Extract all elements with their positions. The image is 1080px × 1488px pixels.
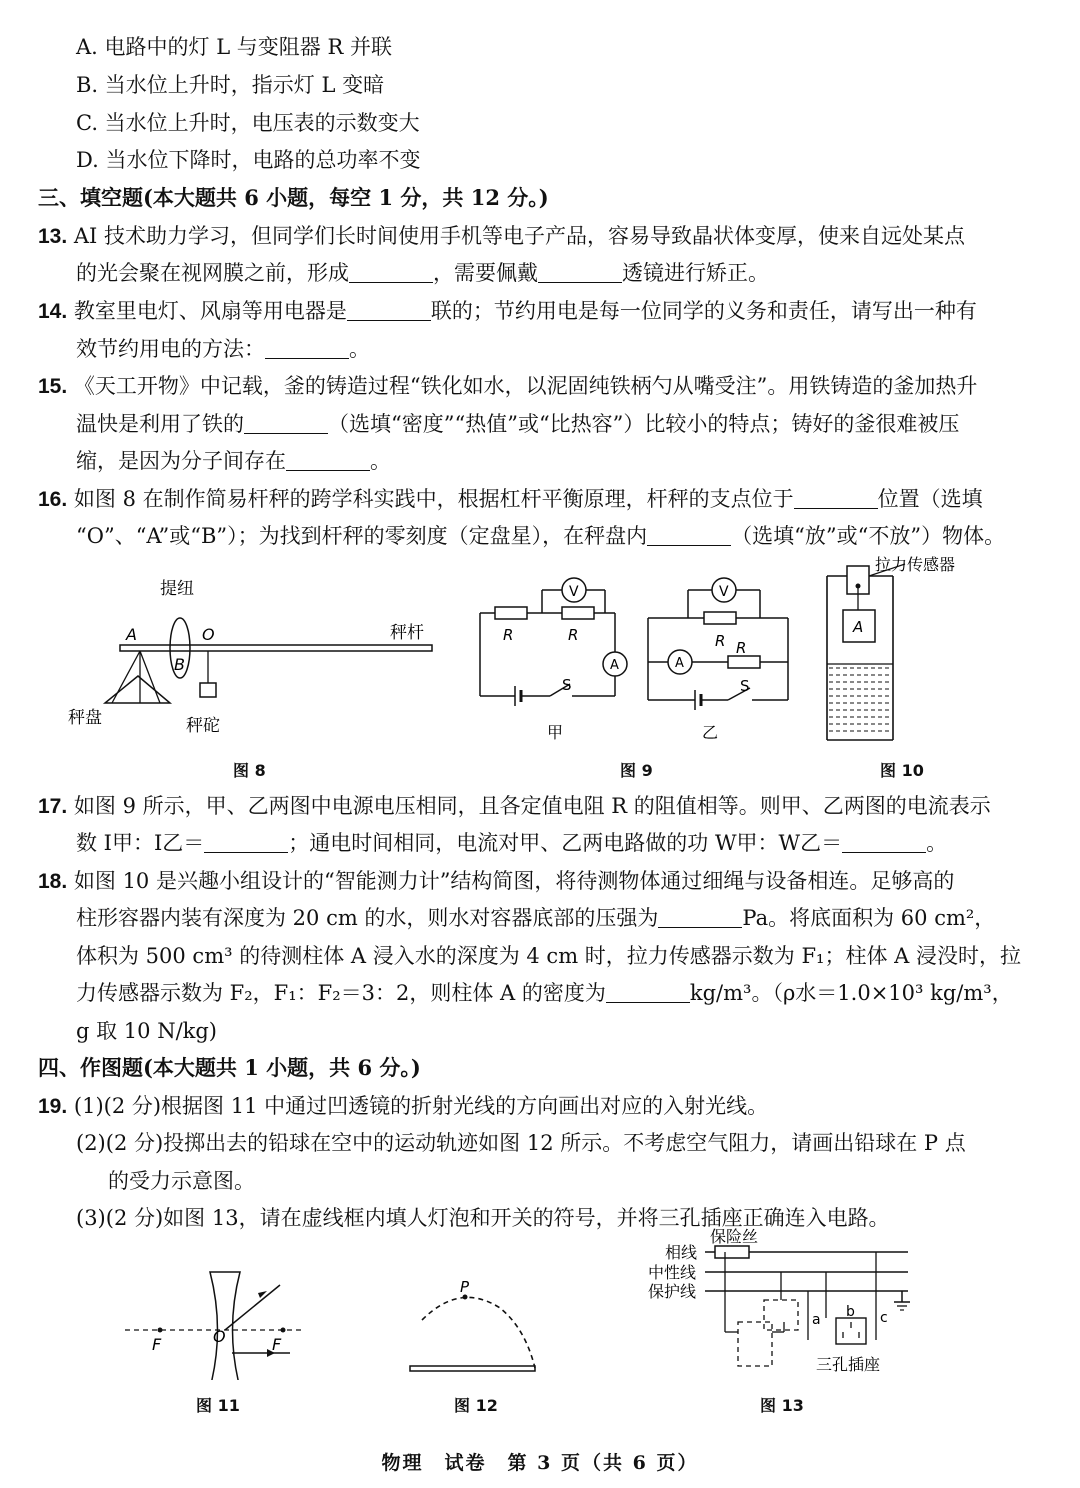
answer-blank[interactable] bbox=[244, 413, 328, 434]
dashed-box-switch bbox=[738, 1322, 772, 1366]
question-15 bbox=[38, 371, 977, 402]
question-14 bbox=[38, 296, 977, 327]
question-19-part3: (3)(2 分)如图 13，请在虚线框内填人灯泡和开关的符号，并将三孔插座正确连入电路。 bbox=[76, 1206, 890, 1230]
text: 缩，是因为分子间存在 bbox=[76, 449, 286, 473]
figure-11-caption: 图 11 bbox=[196, 1396, 240, 1415]
figure-9-circuits bbox=[470, 568, 800, 748]
label-f-right: F bbox=[272, 1335, 282, 1354]
text: 温快是利用了铁的 bbox=[76, 412, 244, 436]
question-number: 16. bbox=[38, 488, 68, 511]
label-tiniu: 提纽 bbox=[160, 579, 194, 599]
question-18 bbox=[38, 866, 954, 897]
three-hole-socket bbox=[836, 1318, 866, 1344]
question-18-line5: g 取 10 N/kg) bbox=[76, 1019, 218, 1043]
text: 柱形容器内装有深度为 20 cm 的水，则水对容器底部的压强为 bbox=[76, 906, 659, 930]
trajectory bbox=[422, 1297, 535, 1368]
label-neutral: 中性线 bbox=[648, 1263, 697, 1282]
label-fuse: 保险丝 bbox=[710, 1227, 759, 1246]
figure-8-steelyard bbox=[60, 568, 450, 748]
question-15-line3 bbox=[76, 446, 391, 476]
answer-blank[interactable] bbox=[347, 300, 431, 321]
text: 效节约用电的方法： bbox=[76, 337, 265, 361]
question-17 bbox=[38, 791, 991, 822]
label-f-left: F bbox=[152, 1335, 162, 1354]
figure-10-force-meter bbox=[815, 548, 1015, 748]
answer-blank[interactable] bbox=[349, 262, 433, 283]
figure-13-caption: 图 13 bbox=[760, 1396, 804, 1415]
text: （选填“放”或“不放”）物体。 bbox=[731, 524, 1006, 548]
label-r: R bbox=[715, 632, 726, 650]
text: “O”、“A”或“B”）；为找到杆秤的零刻度（定盘星），在秤盘内 bbox=[76, 524, 648, 548]
text: 。 bbox=[926, 831, 948, 855]
label-o: O bbox=[213, 1327, 226, 1346]
question-text: (1)(2 分)根据图 11 中通过凹透镜的折射光线的方向画出对应的入射光线。 bbox=[73, 1094, 769, 1118]
switch-label: S bbox=[740, 677, 750, 695]
label-sensor: 拉力传感器 bbox=[875, 555, 956, 574]
answer-blank[interactable] bbox=[204, 832, 288, 853]
question-18-line4 bbox=[76, 978, 1013, 1008]
label-a: A bbox=[126, 625, 137, 644]
text: 数 I甲：I乙＝ bbox=[76, 831, 205, 855]
label-c: c bbox=[880, 1310, 888, 1326]
option-b: B. 当水位上升时，指示灯 L 变暗 bbox=[76, 73, 385, 97]
water bbox=[829, 668, 891, 731]
label-live: 相线 bbox=[665, 1243, 698, 1262]
text: ；通电时间相同，电流对甲、乙两电路做的功 W甲：W乙＝ bbox=[288, 831, 843, 855]
lens bbox=[210, 1272, 240, 1380]
option-a: A. 电路中的灯 L 与变阻器 R 并联 bbox=[76, 35, 392, 59]
option-d: D. 当水位下降时，电路的总功率不变 bbox=[76, 148, 421, 172]
ground bbox=[410, 1366, 535, 1371]
answer-blank[interactable] bbox=[538, 262, 622, 283]
question-19-part2: (2)(2 分)投掷出去的铅球在空中的运动轨迹如图 12 所示。不考虑空气阻力，请画出铅球在 P 点 bbox=[76, 1131, 966, 1155]
voltmeter-label: V bbox=[719, 584, 729, 600]
text: 。 bbox=[349, 337, 370, 361]
question-19-part2-cont: 的受力示意图。 bbox=[108, 1169, 255, 1193]
label-a: a bbox=[812, 1312, 821, 1328]
question-text: AI 技术助力学习，但同学们长时间使用手机等电子产品，容易导致晶状体变厚，使来自远处某点 bbox=[73, 224, 966, 248]
text: 教室里电灯、风扇等用电器是 bbox=[73, 299, 347, 323]
text: 力传感器示数为 F₂，F₁：F₂＝3：2，则柱体 A 的密度为 bbox=[76, 981, 606, 1005]
question-text: 《天工开物》中记载，釜的铸造过程“铁化如水，以泥固纯铁柄勺从嘴受注”。用铁铸造的釜加热升 bbox=[73, 374, 978, 398]
label-b: b bbox=[846, 1304, 855, 1320]
answer-blank[interactable] bbox=[794, 488, 878, 509]
label-chengtuo: 秤砣 bbox=[186, 716, 220, 736]
question-19 bbox=[38, 1091, 768, 1122]
label-yi: 乙 bbox=[702, 723, 719, 742]
steelyard-beam bbox=[120, 645, 432, 651]
switch-label: S bbox=[562, 676, 572, 694]
answer-blank[interactable] bbox=[286, 450, 370, 471]
text: 透镜进行矫正。 bbox=[622, 261, 769, 285]
question-13 bbox=[38, 221, 965, 252]
question-text: 如图 10 是兴趣小组设计的“智能测力计”结构简图，将待测物体通过细绳与设备相连。足够高的 bbox=[73, 869, 955, 893]
text: kg/m³。（ρ水＝1.0×10³ kg/m³， bbox=[689, 981, 1013, 1005]
question-number: 15. bbox=[38, 375, 68, 398]
circuit-jia bbox=[480, 578, 627, 742]
label-p: P bbox=[460, 1280, 470, 1296]
counterweight bbox=[200, 683, 216, 697]
section-4-heading: 四、作图题(本大题共 1 小题，共 6 分。) bbox=[38, 1055, 421, 1080]
text: 位置（选填 bbox=[877, 487, 983, 511]
ammeter-label: A bbox=[675, 656, 684, 671]
voltmeter-label: V bbox=[569, 584, 579, 600]
question-text: 如图 9 所示，甲、乙两图中电源电压相同，且各定值电阻 R 的阻值相等。则甲、乙两图的电流表示 bbox=[73, 794, 991, 818]
figure-12-caption: 图 12 bbox=[454, 1396, 498, 1415]
text: 的光会聚在视网膜之前，形成 bbox=[76, 261, 349, 285]
answer-blank[interactable] bbox=[647, 525, 731, 546]
label-ground: 保护线 bbox=[648, 1282, 697, 1301]
label-b: B bbox=[174, 655, 185, 674]
dashed-box-lamp bbox=[764, 1300, 798, 1330]
text: ，需要佩戴 bbox=[433, 261, 538, 285]
label-r: R bbox=[736, 639, 747, 657]
label-r: R bbox=[568, 626, 579, 644]
figure-11-concave-lens bbox=[120, 1260, 320, 1380]
question-number: 14. bbox=[38, 300, 68, 323]
question-number: 19. bbox=[38, 1095, 68, 1118]
text: 。 bbox=[370, 449, 391, 473]
answer-blank[interactable] bbox=[265, 338, 349, 359]
section-3-heading: 三、填空题(本大题共 6 小题，每空 1 分，共 12 分。) bbox=[38, 185, 549, 210]
figure-9-caption: 图 9 bbox=[620, 761, 653, 780]
question-18-line2 bbox=[76, 903, 995, 933]
question-15-line2 bbox=[76, 409, 959, 439]
answer-blank[interactable] bbox=[842, 832, 926, 853]
answer-blank[interactable] bbox=[606, 982, 690, 1003]
ammeter-label: A bbox=[610, 658, 619, 673]
question-13-line2 bbox=[76, 258, 769, 288]
question-number: 18. bbox=[38, 870, 68, 893]
text: 联的；节约用电是每一位同学的义务和责任，请写出一种有 bbox=[430, 299, 977, 323]
figure-10-caption: 图 10 bbox=[880, 761, 924, 780]
question-17-line2 bbox=[76, 828, 947, 858]
label-o: O bbox=[202, 625, 215, 644]
label-socket: 三孔插座 bbox=[816, 1355, 881, 1374]
label-a: A bbox=[853, 618, 864, 636]
answer-blank[interactable] bbox=[658, 907, 742, 928]
label-r: R bbox=[503, 626, 514, 644]
option-c: C. 当水位上升时，电压表的示数变大 bbox=[76, 111, 420, 135]
circuit-yi bbox=[648, 578, 788, 742]
question-16 bbox=[38, 484, 983, 515]
text: Pa。将底面积为 60 cm²， bbox=[742, 906, 996, 930]
text: 如图 8 在制作简易杆秤的跨学科实践中，根据杠杆平衡原理，杆秤的支点位于 bbox=[73, 487, 794, 511]
question-number: 13. bbox=[38, 225, 68, 248]
figure-8-caption: 图 8 bbox=[233, 761, 266, 780]
text: （选填“密度”“热值”或“比热容”）比较小的特点；铸好的釜很难被压 bbox=[328, 412, 960, 436]
fuse bbox=[715, 1246, 749, 1258]
question-14-line2 bbox=[76, 334, 370, 364]
figure-12-trajectory bbox=[400, 1280, 550, 1380]
question-number: 17. bbox=[38, 795, 68, 818]
label-chengpan: 秤盘 bbox=[68, 708, 102, 728]
question-16-line2 bbox=[76, 521, 1005, 551]
label-jia: 甲 bbox=[547, 723, 564, 742]
label-chenggan: 秤杆 bbox=[390, 623, 424, 643]
question-18-line3: 体积为 500 cm³ 的待测柱体 A 浸入水的深度为 4 cm 时，拉力传感器示数为 F₁；柱体 A 浸没时，拉 bbox=[76, 944, 1021, 968]
page-footer: 物理 试卷 第 3 页（共 6 页） bbox=[381, 1452, 699, 1474]
figure-13-household-circuit bbox=[640, 1222, 940, 1387]
